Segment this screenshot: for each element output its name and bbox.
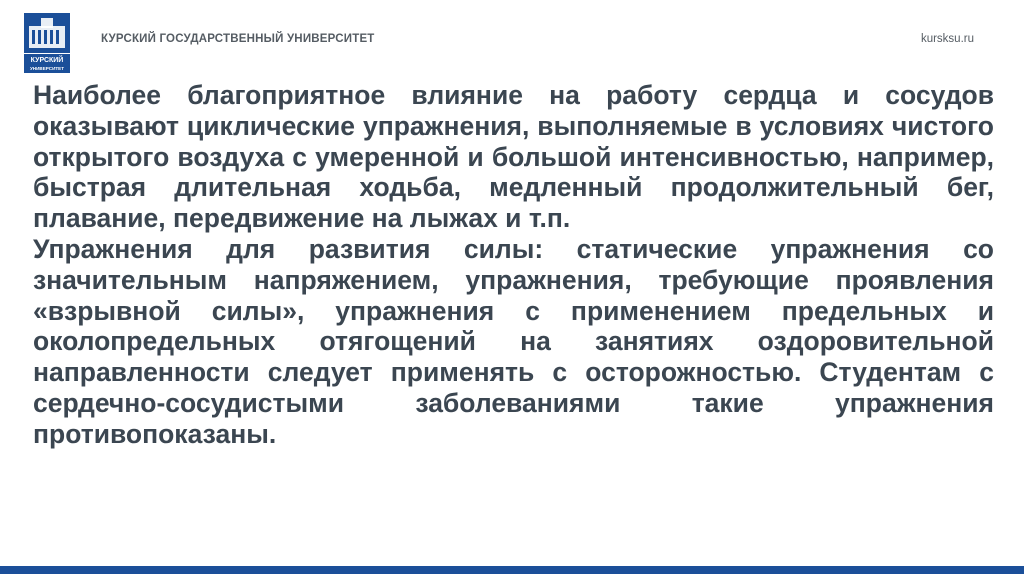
slide-body xyxy=(33,80,994,450)
university-name: КУРСКИЙ ГОСУДАРСТВЕННЫЙ УНИВЕРСИТЕТ xyxy=(101,33,375,45)
logo-text-bottom: УНИВЕРСИТЕТ xyxy=(29,66,65,71)
logo-text-top: КУРСКИЙ xyxy=(30,57,64,64)
paragraph-cardio: Наиболее благоприятное влияние на работу сердца и сосудов оказывают циклические упражнения, выполняемые в условиях чистого открытого воздуха с умеренной и большой интенсивностью, например, быстрая длительная ходьба, медленный продолжительный бег, плавание, передвижение на лыжах и т.п. xyxy=(33,80,994,234)
header xyxy=(0,0,1024,78)
paragraph-strength: Упражнения для развития силы: статические упражнения со значительным напряжением, упражнения, требующие проявления «взрывной силы», упражнения с применением предельных и околопредельных отягощений на занятиях оздоровительной направленности следует применять с осторожностью. Студентам с сердечно-сосудистыми заболеваниями такие упражнения противопоказаны. xyxy=(33,233,994,449)
site-url: kursksu.ru xyxy=(920,33,974,45)
university-logo xyxy=(23,12,71,74)
bottom-bar xyxy=(0,566,1024,574)
